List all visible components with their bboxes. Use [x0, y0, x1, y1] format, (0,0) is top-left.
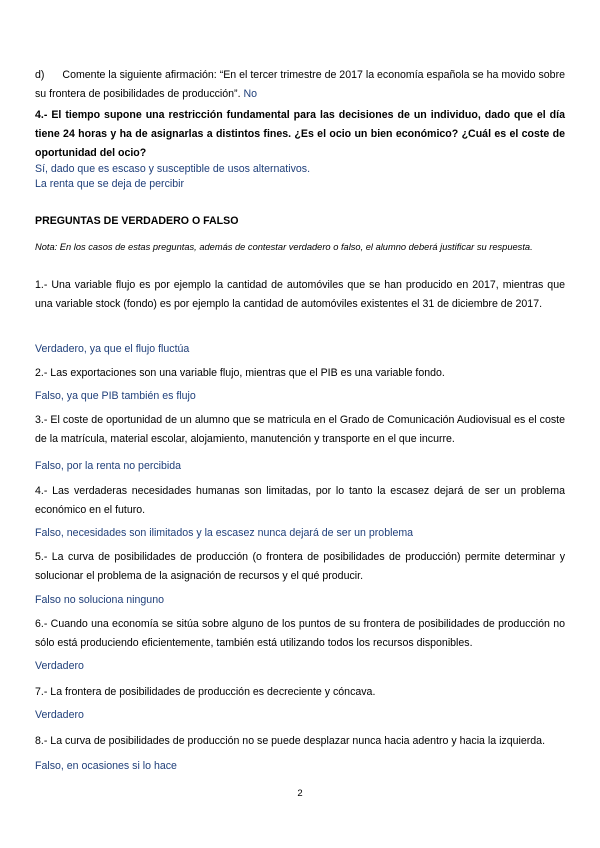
- tf-question-2: 2.- Las exportaciones son una variable flujo, mientras que el PIB es una variable fondo.: [35, 367, 445, 379]
- tf-answer-2: Falso, ya que PIB también es flujo: [35, 390, 196, 402]
- item-d: [35, 66, 565, 104]
- tf-question-5: 5.- La curva de posibilidades de producción (o frontera de posibilidades de producción) permite determinar y solucionar el problema de la asignación de recursos y el qué producir.: [35, 551, 565, 582]
- page-number: 2: [297, 788, 303, 799]
- tf-question-1: 1.- Una variable flujo es por ejemplo la cantidad de automóviles que se han producido en 2017, mientras que una variable stock (fondo) es por ejemplo la cantidad de automóviles existentes el 31 de diciembre de 2017.: [35, 279, 565, 310]
- tf-question-4: 4.- Las verdaderas necesidades humanas son limitadas, por lo tanto la escasez dejará de ser un problema económico en el futuro.: [35, 485, 565, 516]
- item-d-answer: No: [243, 88, 258, 100]
- section-title: PREGUNTAS DE VERDADERO O FALSO: [35, 215, 239, 227]
- tf-question-3: 3.- El coste de oportunidad de un alumno que se matricula en el Grado de Comunicación Audiovisual es el coste de la matrícula, material escolar, alojamiento, manutención y transporte en el que incurre.: [35, 414, 565, 445]
- item-d-text: Comente la siguiente afirmación: “En el tercer trimestre de 2017 la economía española se ha movido sobre su frontera de posibilidades de producción”.: [35, 69, 565, 100]
- tf-answer-1: Verdadero, ya que el flujo fluctúa: [35, 343, 190, 355]
- tf-answer-7: Verdadero: [35, 709, 84, 721]
- tf-answer-5: Falso no soluciona ninguno: [35, 594, 164, 606]
- tf-answer-8: Falso, en ocasiones si lo hace: [35, 760, 177, 772]
- question-4-time: 4.- El tiempo supone una restricción fundamental para las decisiones de un individuo, dado que el día tiene 24 horas y ha de asignarlas a distintos fines. ¿Es el ocio un bien económico? ¿Cuál es el coste de oportunidad del ocio?: [35, 109, 565, 159]
- item-d-label: d): [35, 69, 45, 81]
- section-note: Nota: En los casos de estas preguntas, además de contestar verdadero o falso, el alumno deberá justificar su respuesta.: [35, 242, 533, 252]
- question-4-answer-line1: Sí, dado que es escaso y susceptible de usos alternativos.: [35, 163, 311, 175]
- tf-answer-3: Falso, por la renta no percibida: [35, 460, 182, 472]
- tf-answer-6: Verdadero: [35, 660, 84, 672]
- question-4-answer-line2: La renta que se deja de percibir: [35, 178, 185, 190]
- tf-question-7: 7.- La frontera de posibilidades de producción es decreciente y cóncava.: [35, 686, 376, 698]
- tf-question-6: 6.- Cuando una economía se sitúa sobre alguno de los puntos de su frontera de posibilidades de producción no sólo está produciendo eficientemente, también está utilizando todos los recursos disponibles.: [35, 618, 565, 649]
- tf-answer-4: Falso, necesidades son ilimitados y la escasez nunca dejará de ser un problema: [35, 527, 414, 539]
- tf-question-8: 8.- La curva de posibilidades de producción no se puede desplazar nunca hacia adentro y hacia la izquierda.: [35, 735, 546, 747]
